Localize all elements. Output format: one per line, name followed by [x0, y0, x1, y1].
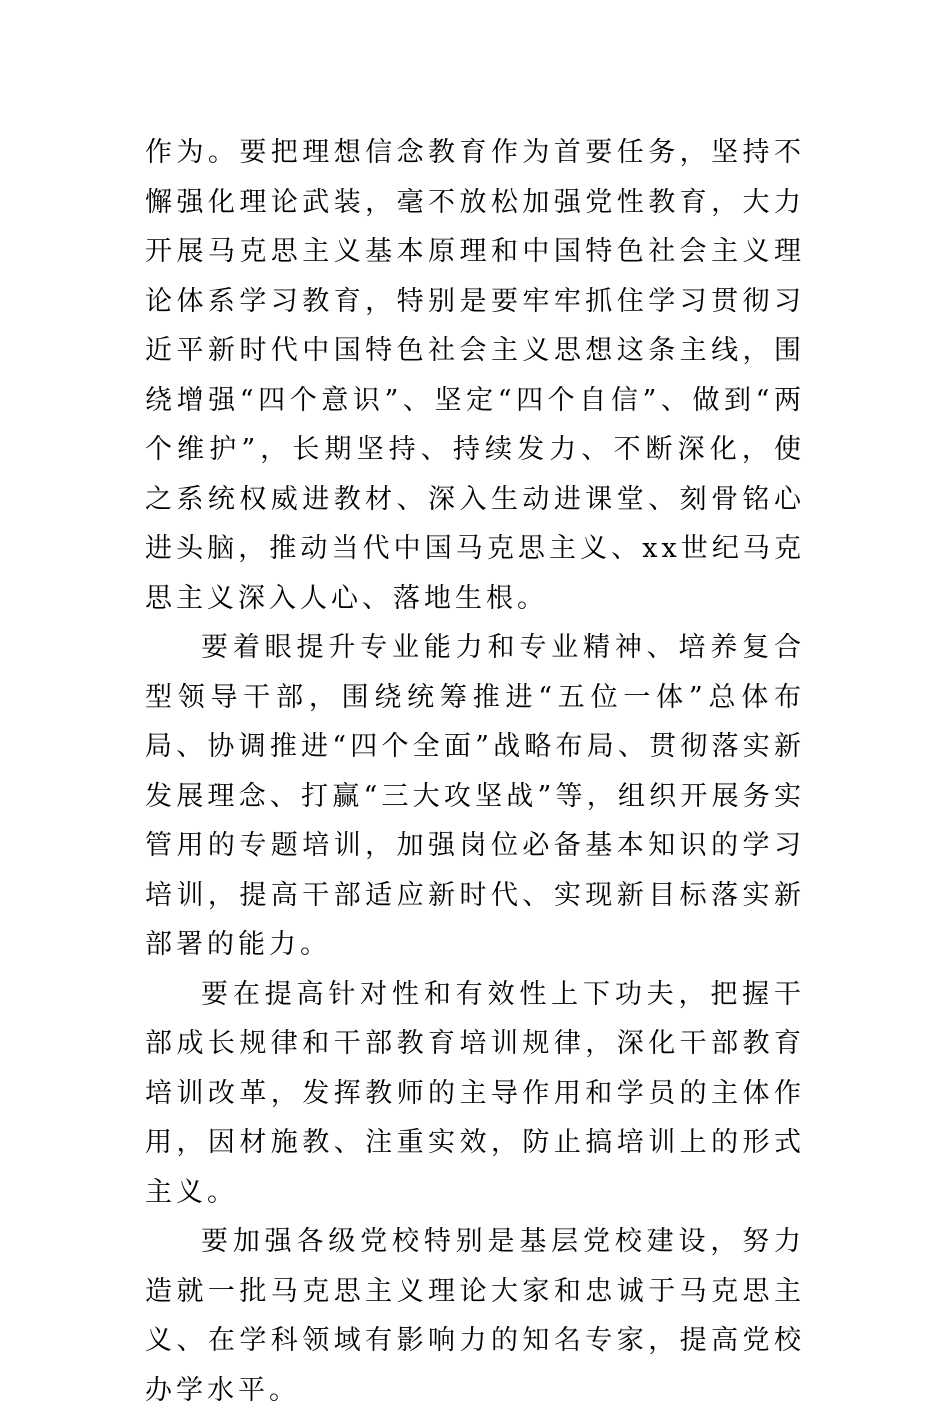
paragraph-1: 作为。要把理想信念教育作为首要任务，坚持不懈强化理论武装，毫不放松加强党性教育，大力开展马克思主义基本原理和中国特色社会主义理论体系学习教育，特别是要牢牢抓住学习贯彻习近平新时代中国特色社会主义思想这条主线，围绕增强“四个意识”、坚定“四个自信”、做到“两个维护”，长期坚持、持续发力、不断深化，使之系统权威进教材、深入生动进课堂、刻骨铭心进头脑，推动当代中国马克思主义、xx世纪马克思主义深入人心、落地生根。 [145, 137, 805, 614]
document-body [145, 128, 805, 1415]
paragraph-3: 要在提高针对性和有效性上下功夫，把握干部成长规律和干部教育培训规律，深化干部教育培训改革，发挥教师的主导作用和学员的主体作用，因材施教、注重实效，防止搞培训上的形式主义。 [145, 978, 805, 1208]
paragraph-4: 要加强各级党校特别是基层党校建设，努力造就一批马克思主义理论大家和忠诚于马克思主义、在学科领域有影响力的知名专家，提高党校办学水平。 [145, 1226, 805, 1406]
paragraph-2: 要着眼提升专业能力和专业精神、培养复合型领导干部，围绕统筹推进“五位一体”总体布局、协调推进“四个全面”战略布局、贯彻落实新发展理念、打赢“三大攻坚战”等，组织开展务实管用的专题培训，加强岗位必备基本知识的学习培训，提高干部适应新时代、实现新目标落实新部署的能力。 [145, 632, 805, 960]
